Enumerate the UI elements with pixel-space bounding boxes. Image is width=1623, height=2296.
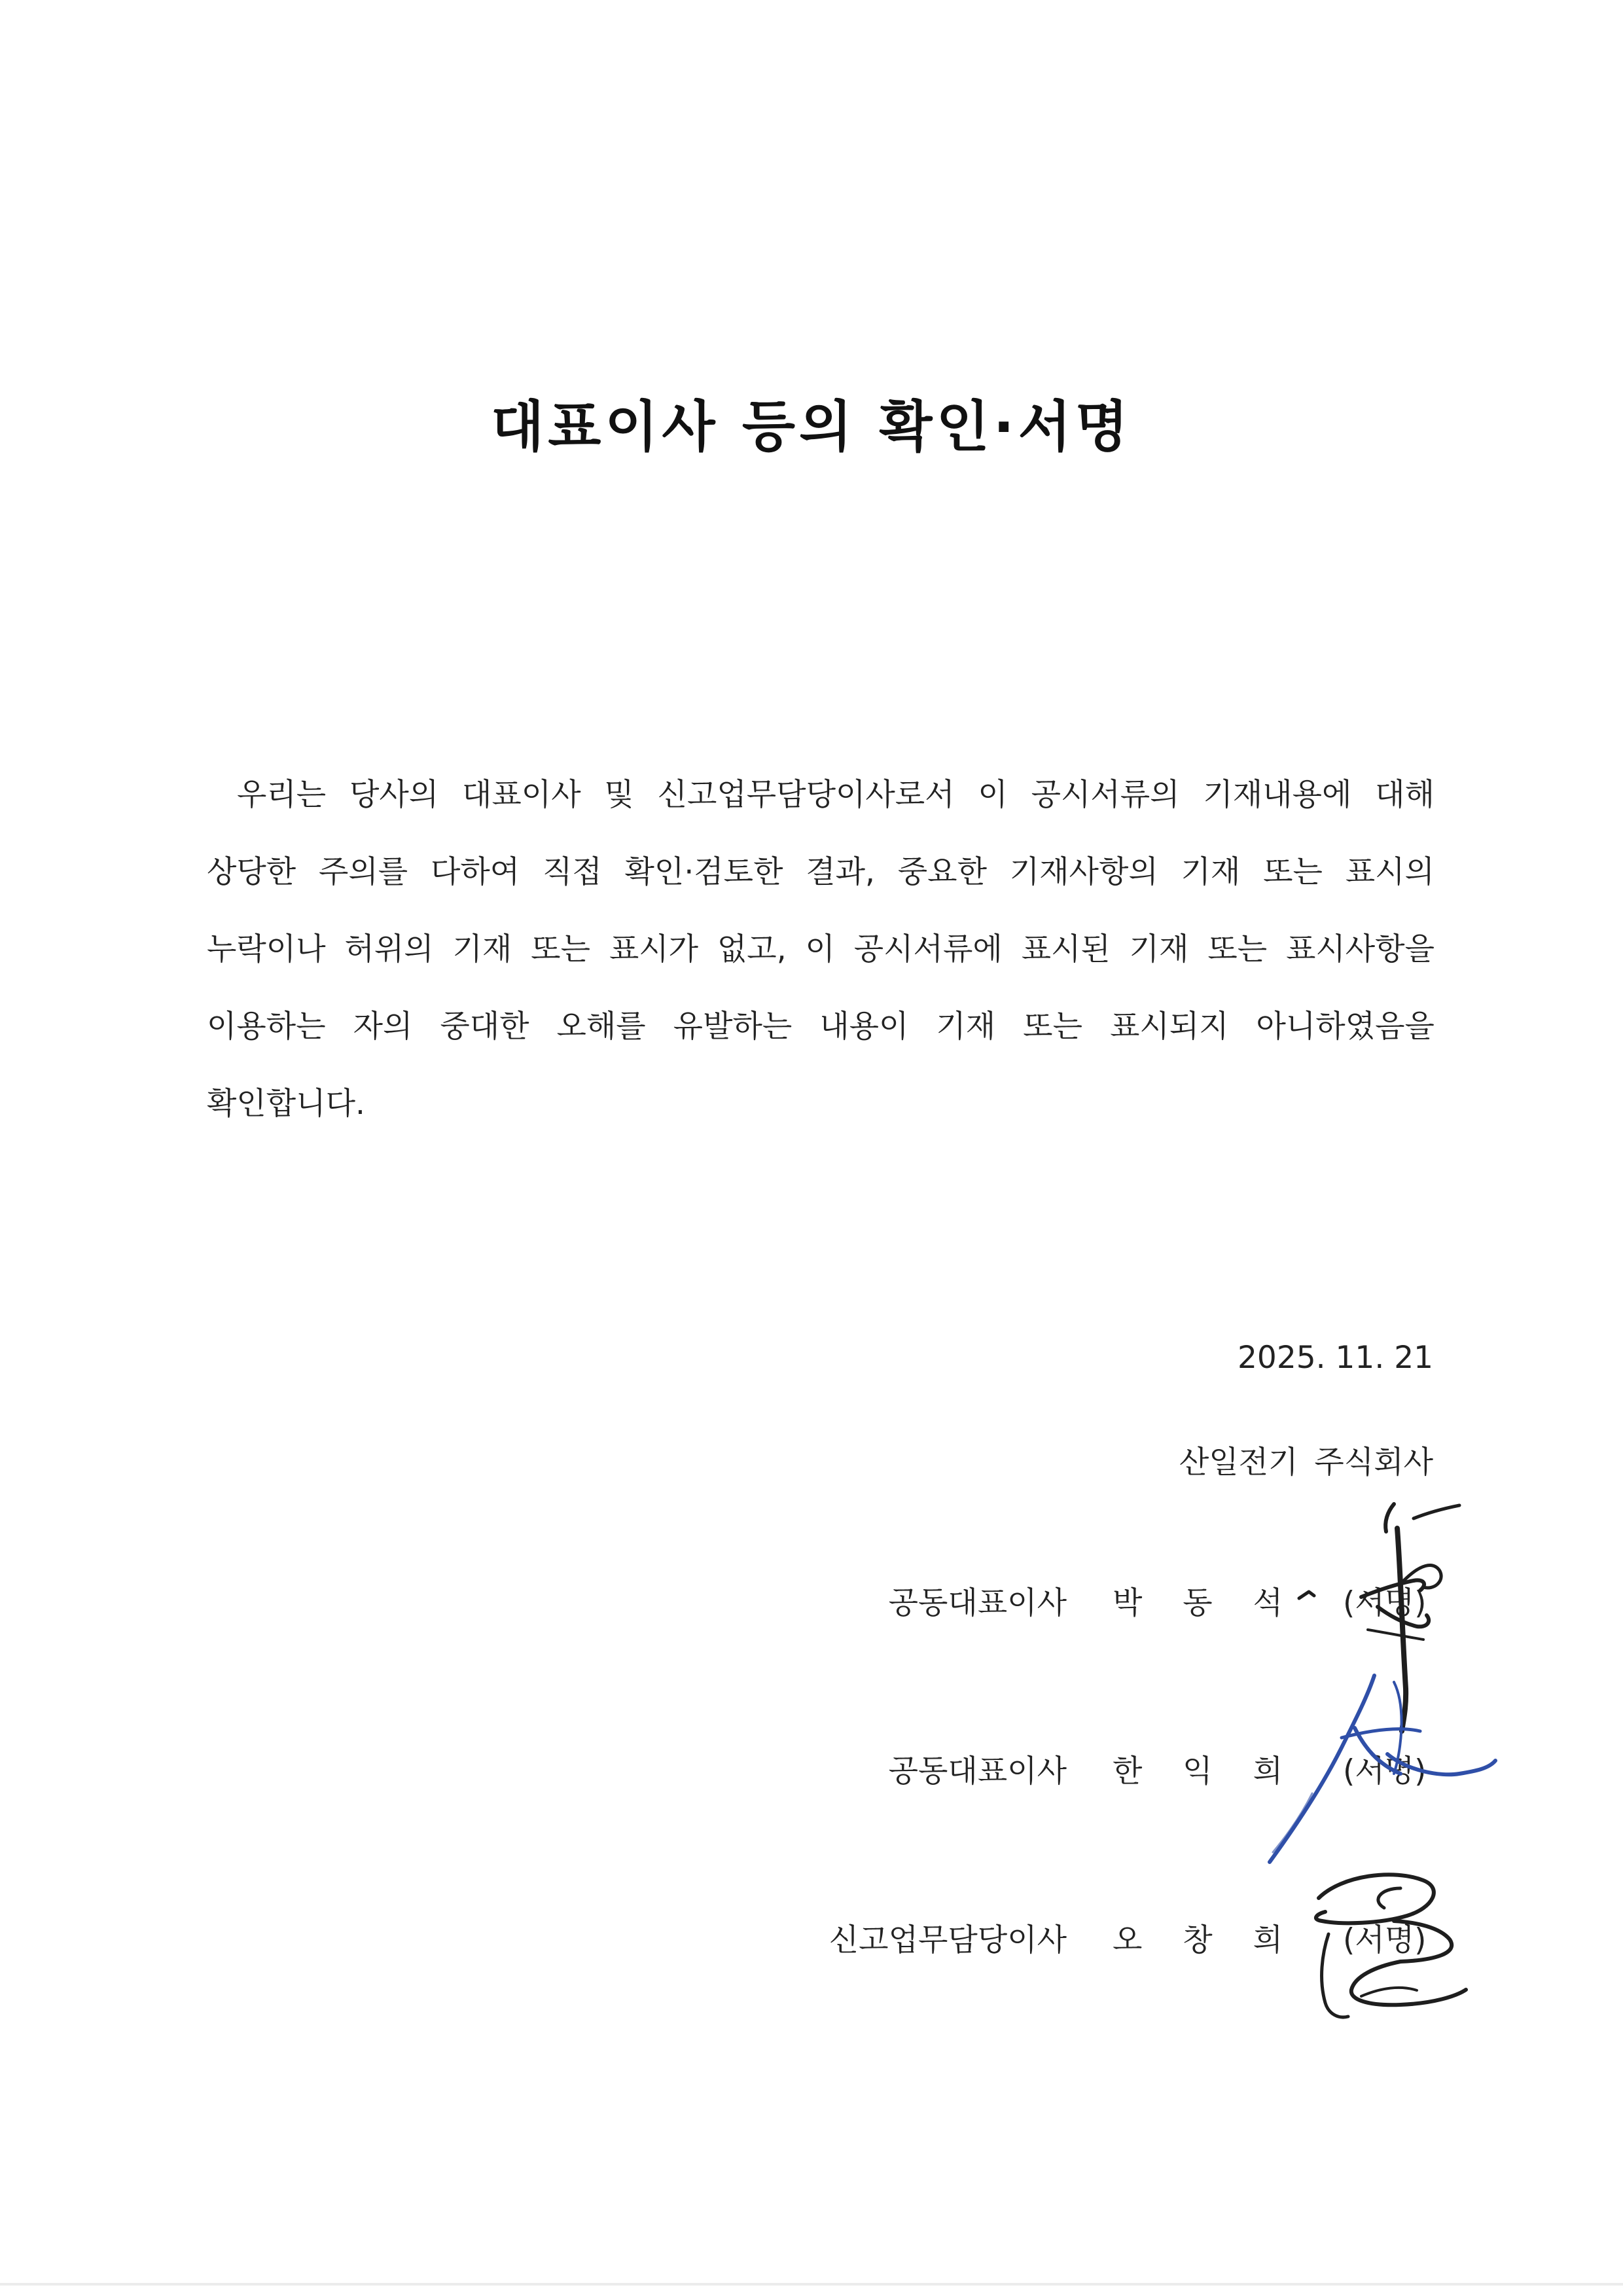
- signatory-role: 공동대표이사: [888, 1585, 1067, 1621]
- word: 및: [604, 777, 634, 813]
- word: 또는: [1263, 854, 1323, 890]
- name-char: 희: [1253, 1753, 1283, 1789]
- word: 공시서류의: [1031, 777, 1180, 813]
- word: 결과,: [806, 854, 875, 890]
- name-char: 박: [1113, 1585, 1143, 1621]
- word: 허위의: [344, 931, 434, 967]
- document-date: 2025. 11. 21: [1238, 1340, 1433, 1376]
- word: 주의를: [318, 854, 408, 890]
- name-char: 희: [1253, 1922, 1283, 1958]
- word: 아니하였음을: [1256, 1009, 1435, 1045]
- word: 기재: [452, 931, 512, 967]
- word: 당사의: [349, 777, 439, 813]
- signatory-name: [1113, 1581, 1283, 1626]
- statement-line-3: [207, 927, 1435, 973]
- page-footer-rule: [0, 2283, 1623, 2286]
- word: 대해: [1375, 777, 1435, 813]
- signatory-role: 신고업무담당이사: [829, 1922, 1067, 1958]
- word: 이: [978, 777, 1008, 813]
- word: 이: [805, 931, 835, 967]
- name-char: 익: [1183, 1753, 1213, 1789]
- word: 내용이: [819, 1009, 909, 1045]
- word: 기재: [936, 1009, 996, 1045]
- word: 표시되지: [1109, 1009, 1229, 1045]
- word: 오해를: [556, 1009, 646, 1045]
- name-char: 창: [1183, 1922, 1213, 1958]
- name-char: 동: [1183, 1585, 1213, 1621]
- word: 표시의: [1345, 854, 1435, 890]
- word: 유발하는: [673, 1009, 793, 1045]
- statement-line-5: [207, 1081, 1435, 1127]
- signature-mark-label: (서명): [1343, 1753, 1427, 1789]
- word: 기재내용에: [1203, 777, 1352, 813]
- word: 확인합니다.: [207, 1086, 365, 1122]
- word: 표시가: [609, 931, 699, 967]
- word: 누락이나: [207, 931, 326, 967]
- word: 기재: [1181, 854, 1241, 890]
- signatory-name: [1113, 1918, 1283, 1964]
- handwritten-signature-2: [1243, 1656, 1505, 1872]
- statement-line-1: [237, 772, 1435, 818]
- word: 또는: [1023, 1009, 1082, 1045]
- word: 확인·검토한: [624, 854, 783, 890]
- signature-mark-label: (서명): [1343, 1922, 1427, 1958]
- word: 또는: [531, 931, 590, 967]
- word: 대표이사: [462, 777, 581, 813]
- document-title: 대표이사 등의 확인·서명: [491, 395, 1132, 459]
- name-char: 석: [1253, 1585, 1283, 1621]
- statement-line-2: [207, 850, 1435, 895]
- name-char: 한: [1113, 1753, 1143, 1789]
- word: 상당한: [207, 854, 296, 890]
- word: 우리는: [237, 777, 327, 813]
- company-name: 산일전기 주식회사: [1179, 1444, 1433, 1480]
- word: 공시서류에: [853, 931, 1003, 967]
- word: 기재: [1129, 931, 1189, 967]
- word: 중요한: [897, 854, 987, 890]
- word: 표시사항을: [1285, 931, 1435, 967]
- word: 다하여: [430, 854, 520, 890]
- word: 기재사항의: [1009, 854, 1158, 890]
- word: 신고업무담당이사로서: [657, 777, 955, 813]
- word: 중대한: [440, 1009, 529, 1045]
- word: 없고,: [717, 931, 787, 967]
- word: 이용하는: [207, 1009, 326, 1045]
- word: 또는: [1207, 931, 1268, 967]
- handwritten-signature-3: [1302, 1862, 1472, 2026]
- word: 표시된: [1021, 931, 1111, 967]
- name-char: 오: [1113, 1922, 1143, 1958]
- word: 직접: [542, 854, 602, 890]
- signatory-role: 공동대표이사: [888, 1753, 1067, 1789]
- signature-mark-label: (서명): [1343, 1585, 1427, 1621]
- statement-line-4: [207, 1004, 1435, 1050]
- word: 자의: [353, 1009, 413, 1045]
